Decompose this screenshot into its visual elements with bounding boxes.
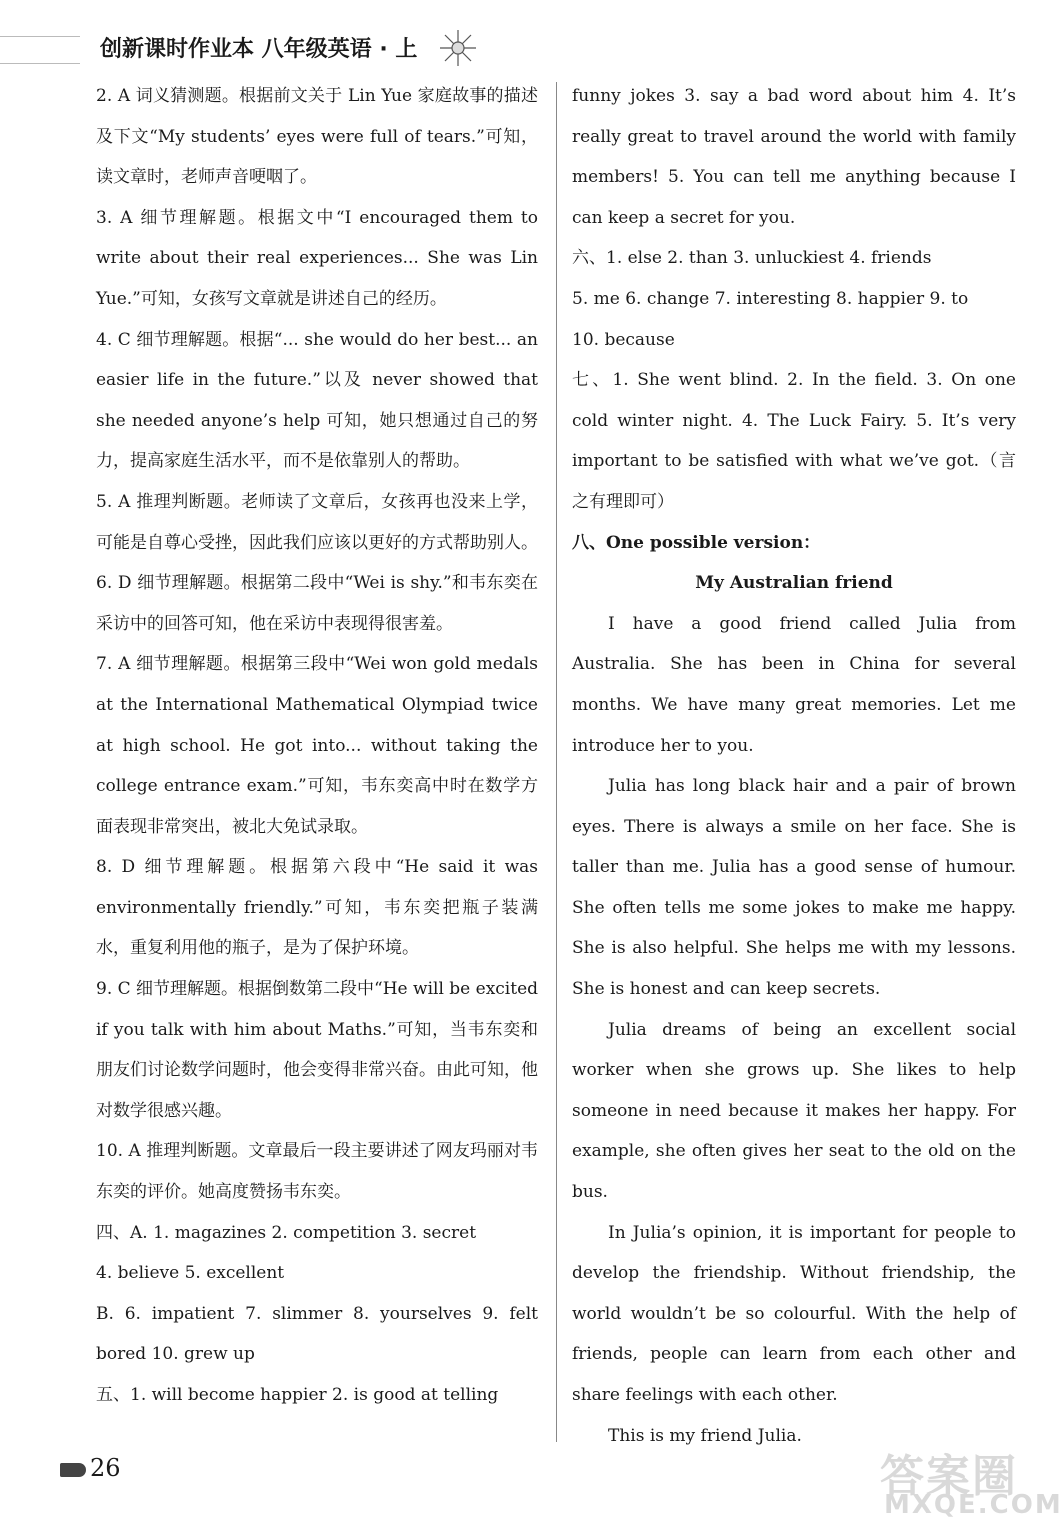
- column-divider: [556, 82, 557, 1442]
- essay-title: My Australian friend: [695, 573, 893, 594]
- header-rule: [0, 36, 80, 64]
- watermark-url: MXQE.COM: [884, 1490, 1063, 1520]
- section-5-start: 五、1. will become happier 2. is good at telling: [96, 1385, 499, 1405]
- section-6-line-1: 六、1. else 2. than 3. unluckiest 4. friends: [572, 248, 932, 269]
- essay-paragraph-3: Julia dreams of being an excellent social worker when she grows up. She likes to help someone in need because it makes her happy. For example, she often gives her seat to the old on the bus.: [572, 1019, 1016, 1203]
- answer-10: 10. A 推理判断题。文章最后一段主要讲述了网友玛丽对韦东奕的评价。她高度赞扬韦东奕。: [96, 1141, 538, 1203]
- answer-6: 6. D 细节理解题。根据第二段中“Wei is shy.”和韦东奕在采访中的回答可知，他在采访中表现得很害羞。: [96, 573, 538, 634]
- essay-paragraph-2: Julia has long black hair and a pair of brown eyes. There is always a smile on her face. She is taller than me. Julia has a good sense of humour. She often tells me some jokes to make me happy. She is also helpful. She helps me with my lessons. She is honest and can keep secrets.: [572, 776, 1016, 1000]
- watermark: [880, 1440, 1063, 1530]
- section-8-label: 八、One possible version：: [572, 532, 821, 553]
- section-6-line-3: 10. because: [572, 329, 675, 350]
- page-number: 26: [90, 1454, 121, 1482]
- watermark-logo-text: 答案圈: [880, 1451, 1018, 1502]
- answer-2: 2. A 词义猜测题。根据前文关于 Lin Yue 家庭故事的描述及下文“My students’ eyes were full of tears.”可知，读文章时，老师声音哽咽了。: [96, 86, 538, 188]
- section-4-b: B. 6. impatient 7. slimmer 8. yourselves 9. felt bored 10. grew up: [96, 1303, 538, 1365]
- answer-7: 7. A 细节理解题。根据第三段中“Wei won gold medals at the International Mathematical Olympiad twice at high school. He got into... without taking the college entrance exam.”可知，韦东奕高中时在数学方面表现非常突出，被北大免试录取。: [96, 654, 538, 837]
- answer-4: 4. C 细节理解题。根据“... she would do her best... an easier life in the future.”以及 never showed that she needed anyone’s help 可知，她只想通过自己的努力，提高家庭生活水平，而不是依靠别人的帮助。: [96, 329, 538, 472]
- page-title: 创新课时作业本 八年级英语 · 上: [100, 37, 418, 62]
- page-footer: [60, 1456, 180, 1484]
- star-decoration-icon: [438, 28, 478, 68]
- right-column: [572, 76, 1016, 1456]
- section-5-continued: funny jokes 3. say a bad word about him 4. It’s really great to travel around the world with family members! 5. You can tell me anything because I can keep a secret for you.: [572, 86, 1016, 228]
- page-header: [0, 28, 600, 72]
- essay-paragraph-1: I have a good friend called Julia from Australia. She has been in China for several months. We have many great memories. Let me introduce her to you.: [572, 613, 1016, 756]
- answer-5: 5. A 推理判断题。老师读了文章后，女孩再也没来上学，可能是自尊心受挫，因此我们应该以更好的方式帮助别人。: [96, 491, 538, 553]
- answer-3: 3. A 细节理解题。根据文中“I encouraged them to write about their real experiences... She was Lin Yue.”可知，女孩写文章就是讲述自己的经历。: [96, 207, 538, 309]
- left-column: [96, 76, 538, 1416]
- essay-paragraph-5: This is my friend Julia.: [608, 1425, 802, 1446]
- section-4-a-line-1: 四、A. 1. magazines 2. competition 3. secret: [96, 1222, 477, 1243]
- section-7: 七、1. She went blind. 2. In the field. 3. On one cold winter night. 4. The Luck Fairy. 5. It’s very important to be satisfied with what we’ve got.（言之有理即可）: [572, 370, 1016, 512]
- answer-9: 9. C 细节理解题。根据倒数第二段中“He will be excited if you talk with him about Maths.”可知，当韦东奕和朋友们讨论数学问题时，他会变得非常兴奋。由此可知，他对数学很感兴趣。: [96, 979, 539, 1121]
- essay-paragraph-4: In Julia’s opinion, it is important for people to develop the friendship. Without friendship, the world wouldn’t be so colourful. With the help of friends, people can learn from each other and share feelings with each other.: [572, 1222, 1016, 1405]
- section-6-line-2: 5. me 6. change 7. interesting 8. happier 9. to: [572, 288, 969, 309]
- answer-8: 8. D 细节理解题。根据第六段中“He said it was environmentally friendly.”可知，韦东奕把瓶子装满水，重复利用他的瓶子，是为了保护环境。: [96, 857, 538, 959]
- page-tab-icon: [60, 1463, 86, 1477]
- section-4-a-line-2: 4. believe 5. excellent: [96, 1263, 285, 1284]
